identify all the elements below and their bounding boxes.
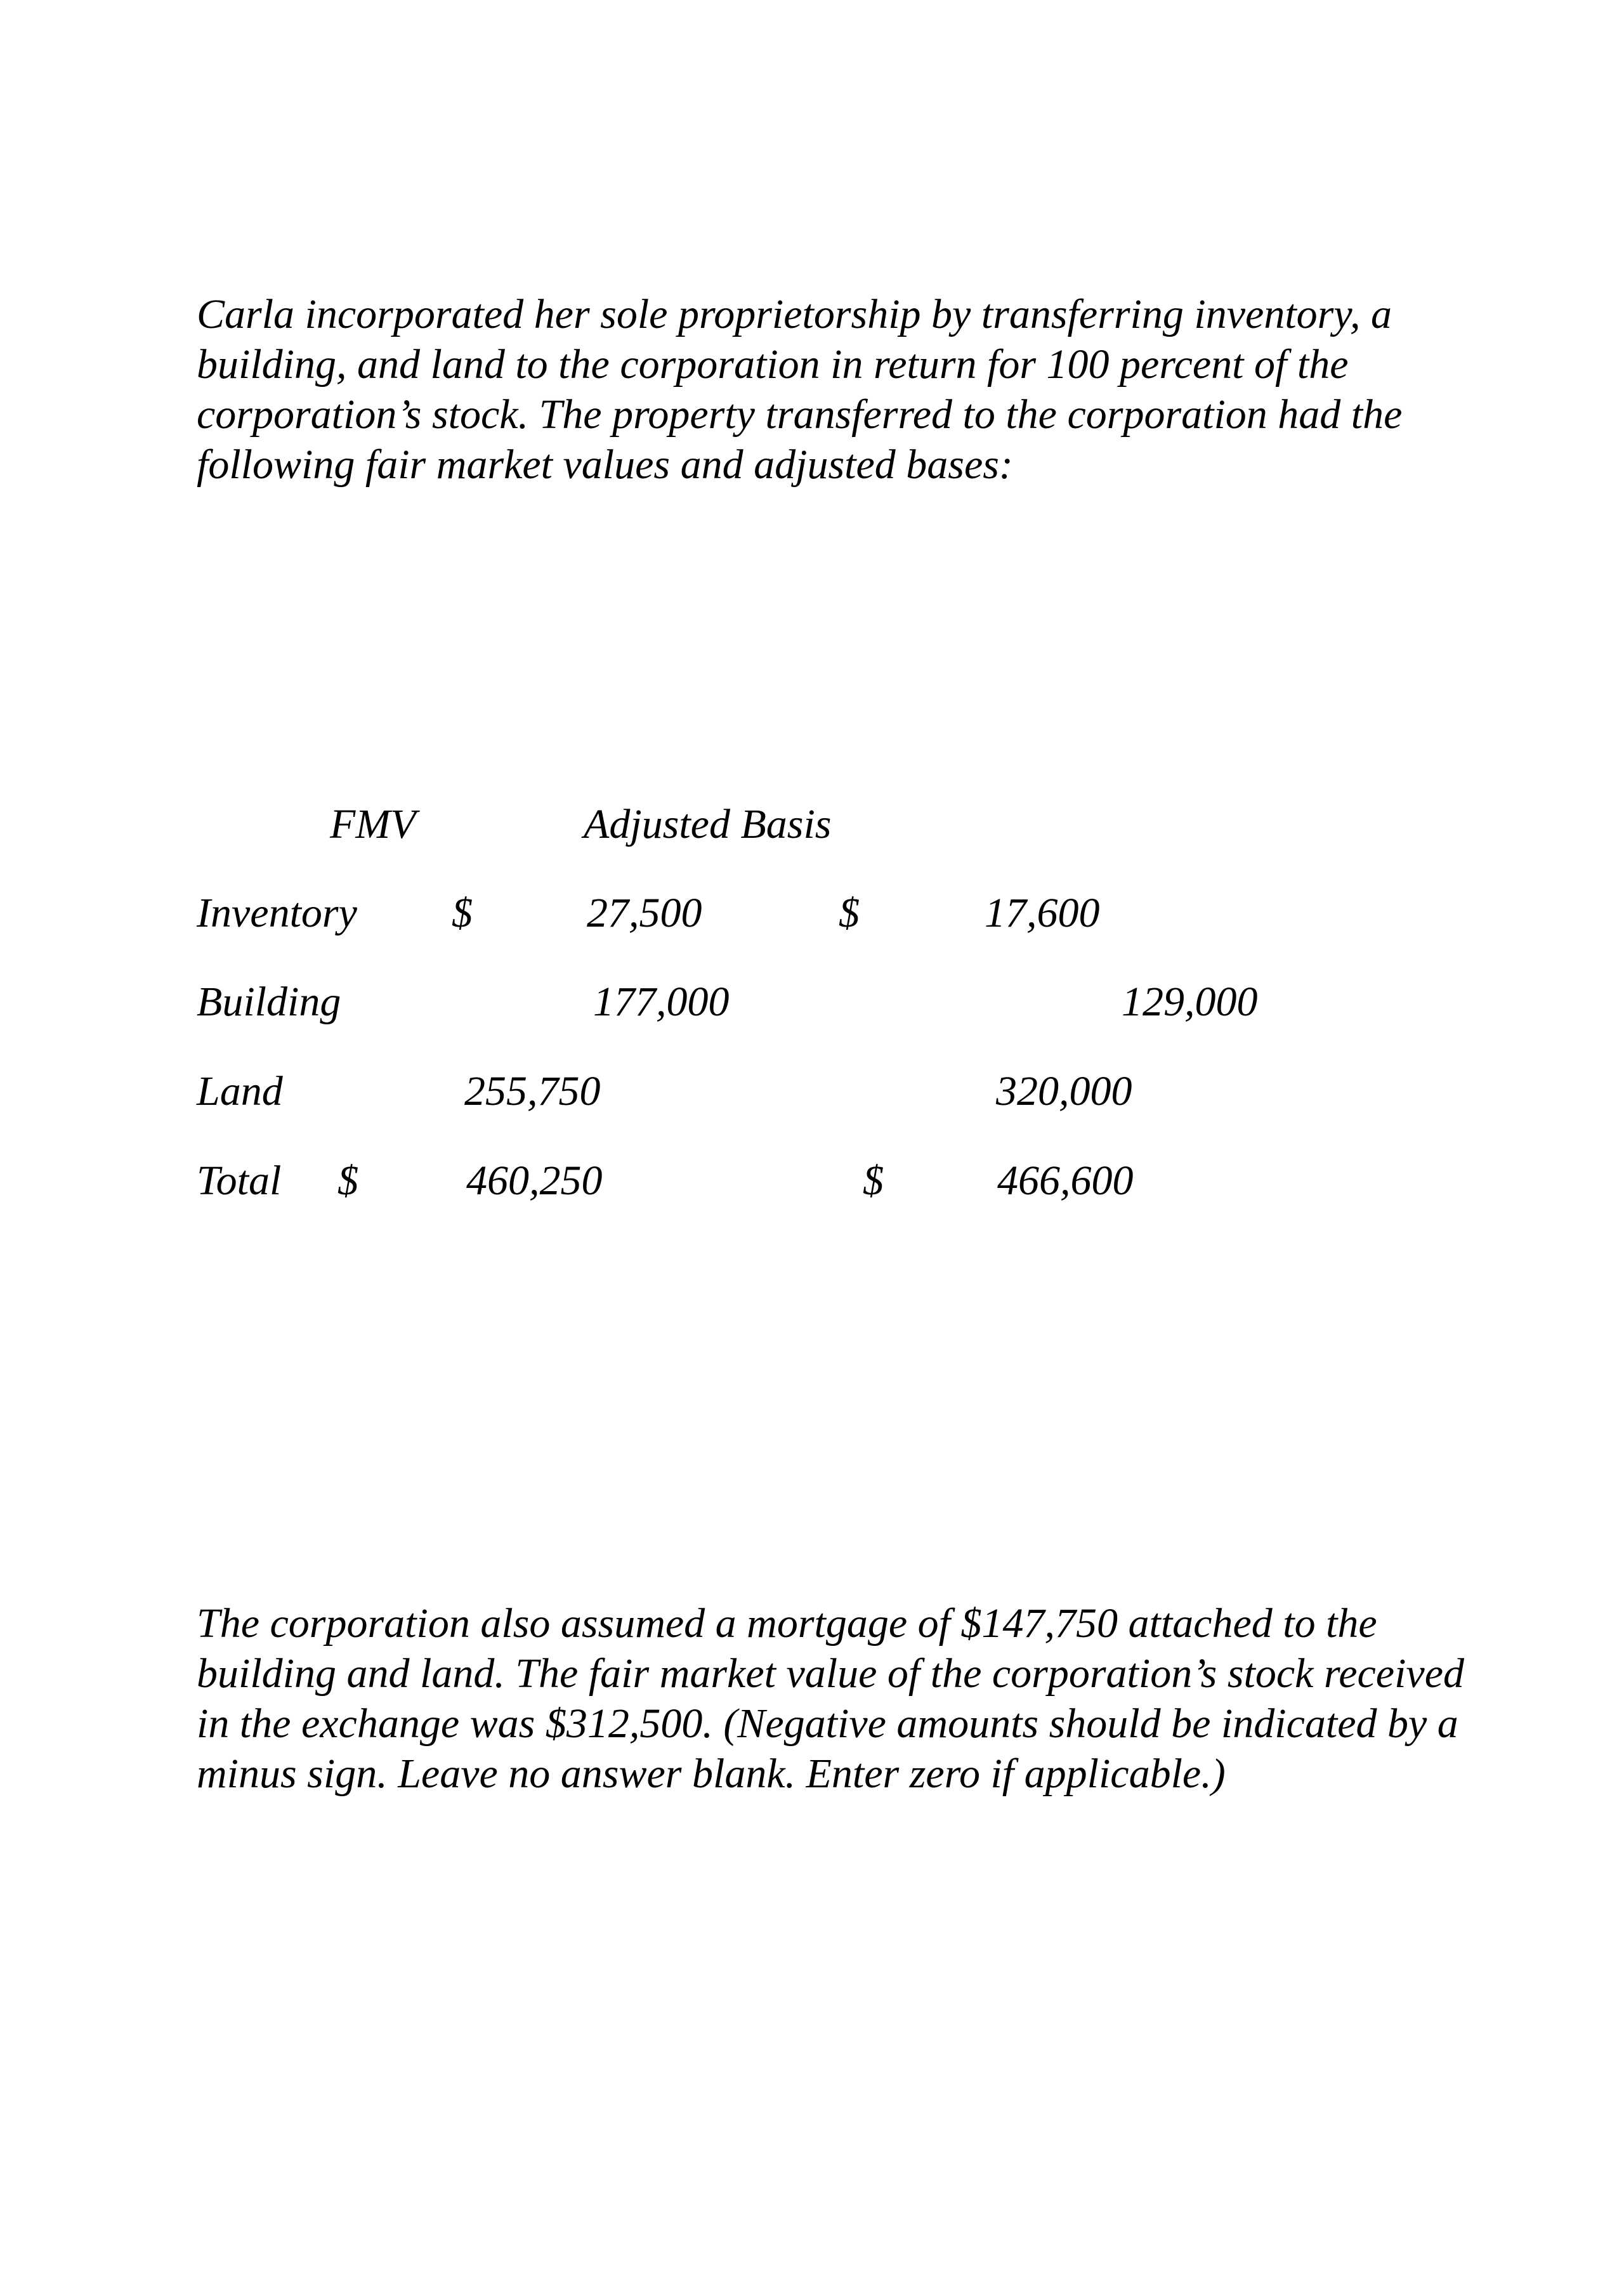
inventory-basis-dollar: $ <box>839 890 860 936</box>
row-label-inventory: Inventory <box>197 890 357 936</box>
intro-paragraph: Carla incorporated her sole proprietorship by transferring inventory, a building, and land to the corporation in return for 100 percent of the corporation’s stock. The property transferred to the corporation had the following fair market values and adjusted bases: <box>197 291 1403 488</box>
land-basis-value: 320,000 <box>996 1068 1132 1114</box>
header-fmv: FMV <box>330 801 416 847</box>
inventory-fmv-dollar: $ <box>452 890 473 936</box>
total-basis-dollar: $ <box>863 1158 884 1204</box>
header-adjusted-basis: Adjusted Basis <box>584 801 832 847</box>
building-fmv-value: 177,000 <box>593 979 730 1025</box>
total-fmv-dollar: $ <box>337 1158 358 1204</box>
closing-paragraph: The corporation also assumed a mortgage of $147,750 attached to the building and land. The fair market value of the corporation’s stock received in the exchange was $312,500. (Negative amounts should be indicated by a minus sign. Leave no answer blank. Enter zero if applicable.) <box>197 1600 1465 1797</box>
total-basis-value: 466,600 <box>997 1158 1134 1204</box>
inventory-basis-value: 17,600 <box>985 890 1100 936</box>
building-basis-value: 129,000 <box>1122 979 1258 1025</box>
inventory-fmv-value: 27,500 <box>587 890 702 936</box>
total-fmv-value: 460,250 <box>466 1158 603 1204</box>
row-label-building: Building <box>197 979 341 1025</box>
land-fmv-value: 255,750 <box>464 1068 601 1114</box>
row-label-land: Land <box>197 1068 283 1114</box>
row-label-total: Total <box>197 1158 282 1204</box>
